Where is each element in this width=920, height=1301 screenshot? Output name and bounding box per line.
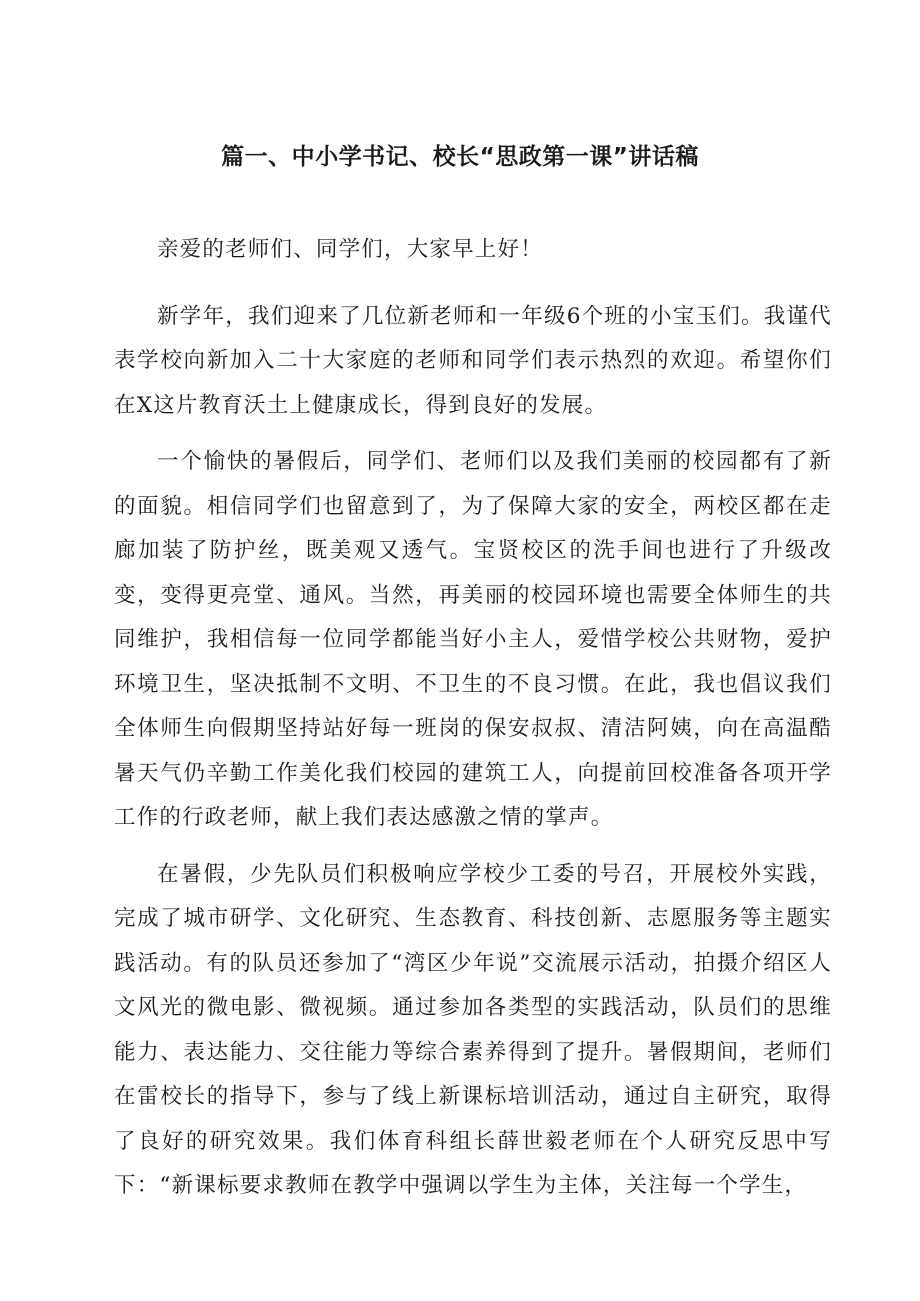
document-body bbox=[114, 228, 832, 1221]
summer-activities-paragraph: 在暑假，少先队员们积极响应学校少工委的号召，开展校外实践，完成了城市研学、文化研究、生态教育、科技创新、志愿服务等主题实践活动。有的队员还参加了“湾区少年说”交流展示活动，拍摄介绍区人文风光的微电影、微视频。通过参加各类型的实践活动，队员们的思维能力、表达能力、交往能力等综合素养得到了提升。暑假期间，老师们在雷校长的指导下，参与了线上新课标培训活动，通过自主研究，取得了良好的研究效果。我们体育科组长薛世毅老师在个人研究反思中写下：“新课标要求教师在教学中强调以学生为主体，关注每一个学生， bbox=[114, 861, 832, 1198]
greeting-paragraph: 亲爱的老师们、同学们，大家早上好！ bbox=[157, 237, 543, 262]
welcome-paragraph: 新学年，我们迎来了几位新老师和一年级6个班的小宝玉们。我谨代表学校向新加入二十大家庭的老师和同学们表示热烈的欢迎。希望你们在X这片教育沃土上健康成长，得到良好的发展。 bbox=[114, 303, 832, 418]
document-title: 篇一、中小学书记、校长“思政第一课”讲话稿 bbox=[221, 144, 699, 170]
campus-paragraph: 一个愉快的暑假后，同学们、老师们以及我们美丽的校园都有了新的面貌。相信同学们也留意到了，为了保障大家的安全，两校区都在走廊加装了防护丝，既美观又透气。宝贤校区的洗手间也进行了升级改变，变得更亮堂、通风。当然，再美丽的校园环境也需要全体师生的共同维护，我相信每一位同学都能当好小主人，爱惜学校公共财物，爱护环境卫生，坚决抵制不文明、不卫生的不良习惯。在此，我也倡议我们全体师生向假期坚持站好每一班岗的保安叔叔、清洁阿姨，向在高温酷暑天气仍辛勤工作美化我们校园的建筑工人，向提前回校准备各项开学工作的行政老师，献上我们表达感激之情的掌声。 bbox=[114, 449, 832, 830]
